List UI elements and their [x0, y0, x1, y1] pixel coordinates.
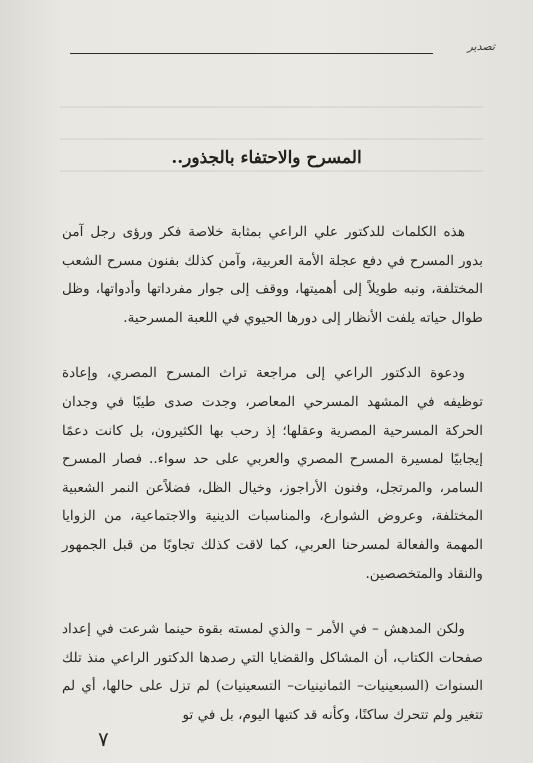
body-text — [62, 218, 483, 730]
paragraph-1: هذه الكلمات للدكتور علي الراعي بمثابة خلاصة فكر ورؤى رجل آمن بدور المسرح في دفع عجلة الأمة العربية، وآمن كذلك بفنون مسرح الشعب المختلفة، ونبه طويلاً إلى أهميتها، ووقف إلى جوار مفرداتها وأدواتها، وظل طوال حياته يلفت الأنظار إلى دورها الحيوي في اللعبة المسرحية. — [62, 224, 483, 326]
paragraph-3: ولكن المدهش – في الأمر – والذي لمسته بقوة حينما شرعت في إعداد صفحات الكتاب، أن المشاكل والقضايا التي رصدها الدكتور الراعي منذ تلك السنوات (السبعينيات– الثمانينيات– التسعينيات) لم تزل على حالها، أي لم تتغير ولم تتحرك ساكنًا، وكأنه قد كتبها اليوم، بل في تو — [62, 621, 483, 723]
show-through-texture — [60, 88, 483, 188]
running-header — [70, 40, 495, 58]
page-number: ٧ — [98, 727, 109, 751]
header-label: تصدير — [467, 40, 495, 53]
paragraph-2: ودعوة الدكتور الراعي إلى مراجعة تراث المسرح المصري، وإعادة توظيفه في المشهد المسرحي المعاصر، وجدت صدى طيبًا في وجدان الحركة المسرحية المصرية وعقلها؛ إذ رحب بها الكثيرون، بل كانت دعمًا إيجابيًا لمسيرة المسرح المصري والعربي على حد سواء.. فصار المسرح السامر، والمرتجل، وفنون الأراجوز، وخيال الظل، فضلاًعن النمر الشعبية المختلفة، وعروض الشوارع، والمناسبات الدينية والاجتماعية، من الزوايا المهمة والفعالة لمسرحنا العربي، كما لاقت كذلك تجاوبًا من قبل الجمهور والنقاد والمتخصصين. — [62, 365, 483, 582]
section-title: المسرح والاحتفاء بالجذور.. — [171, 148, 362, 168]
header-rule — [70, 53, 433, 54]
